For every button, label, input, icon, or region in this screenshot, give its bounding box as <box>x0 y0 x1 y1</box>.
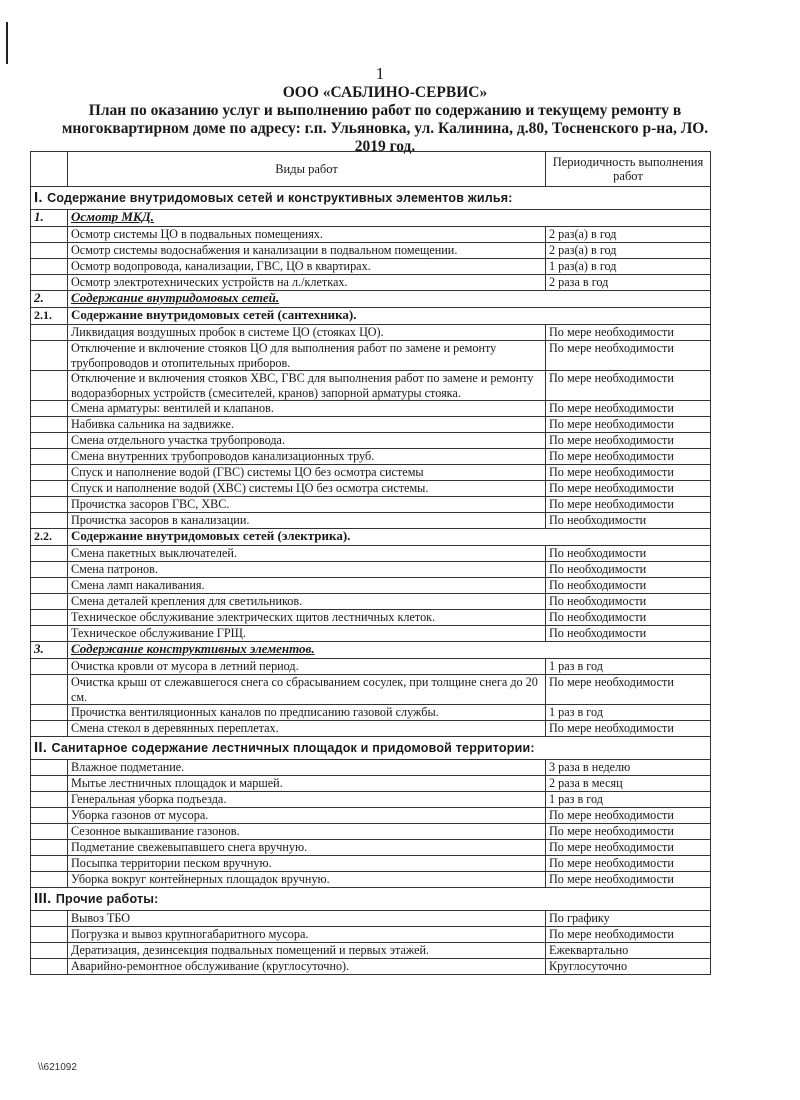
work-periodicity: По необходимости <box>546 594 711 610</box>
work-periodicity: По мере необходимости <box>546 341 711 371</box>
work-periodicity: По мере необходимости <box>546 675 711 705</box>
row-number <box>31 705 68 721</box>
row-number <box>31 546 68 562</box>
table-row <box>31 546 711 562</box>
work-periodicity: По графику <box>546 911 711 927</box>
table-row <box>31 465 711 481</box>
work-description: Осмотр электротехнических устройств на л./клетках. <box>68 275 546 291</box>
table-row <box>31 594 711 610</box>
work-description: Вывоз ТБО <box>68 911 546 927</box>
section-title: Санитарное содержание лестничных площадок и придомовой территории: <box>51 740 535 755</box>
work-periodicity: По мере необходимости <box>546 872 711 888</box>
row-number <box>31 371 68 401</box>
table-row <box>31 497 711 513</box>
row-number <box>31 497 68 513</box>
table-row <box>31 449 711 465</box>
table-row <box>31 705 711 721</box>
table-row <box>31 626 711 642</box>
work-description: Осмотр системы водоснабжения и канализации в подвальном помещении. <box>68 243 546 259</box>
section-number: III. <box>34 889 56 907</box>
work-periodicity: По мере необходимости <box>546 824 711 840</box>
row-number <box>31 275 68 291</box>
table-row <box>31 433 711 449</box>
section-number: II. <box>34 738 52 756</box>
work-description: Техническое обслуживание ГРЩ. <box>68 626 546 642</box>
table-row <box>31 872 711 888</box>
table-row <box>31 943 711 959</box>
table-header-row <box>31 152 711 187</box>
work-periodicity: По мере необходимости <box>546 449 711 465</box>
row-number <box>31 776 68 792</box>
document-code: \\621092 <box>38 1062 77 1073</box>
work-description: Прочистка засоров ГВС, ХВС. <box>68 497 546 513</box>
work-periodicity: 3 раза в неделю <box>546 760 711 776</box>
company-name: ООО «САБЛИНО-СЕРВИС» <box>282 84 488 101</box>
table-row <box>31 341 711 371</box>
table-row <box>31 675 711 705</box>
work-description: Смена деталей крепления для светильников. <box>68 594 546 610</box>
table-row <box>31 927 711 943</box>
table-row <box>31 959 711 975</box>
table-row <box>31 275 711 291</box>
work-periodicity: По мере необходимости <box>546 840 711 856</box>
table-row <box>31 562 711 578</box>
work-description: Прочистка засоров в канализации. <box>68 513 546 529</box>
table-row <box>31 371 711 401</box>
work-description: Уборка газонов от мусора. <box>68 808 546 824</box>
work-periodicity: По мере необходимости <box>546 721 711 737</box>
work-periodicity: По мере необходимости <box>546 856 711 872</box>
header-periodicity: Периодичность выполнения работ <box>546 152 711 187</box>
table-row <box>31 259 711 275</box>
work-periodicity: По необходимости <box>546 546 711 562</box>
table-row <box>31 824 711 840</box>
work-description: Прочистка вентиляционных каналов по предписанию газовой службы. <box>68 705 546 721</box>
row-number <box>31 610 68 626</box>
page-number: 1 <box>375 64 385 83</box>
work-periodicity: По мере необходимости <box>546 371 711 401</box>
document-title <box>40 84 730 156</box>
section-heading <box>31 888 711 911</box>
work-description: Спуск и наполнение водой (ХВС) системы ЦО без осмотра системы. <box>68 481 546 497</box>
work-description: Очистка кровли от мусора в летний период. <box>68 659 546 675</box>
work-description: Уборка вокруг контейнерных площадок вручную. <box>68 872 546 888</box>
row-number <box>31 465 68 481</box>
row-number <box>31 594 68 610</box>
work-description: Смена патронов. <box>68 562 546 578</box>
row-number <box>31 808 68 824</box>
section-title: Содержание внутридомовых сетей и конструктивных элементов жилья: <box>47 190 513 205</box>
work-description: Аварийно-ремонтное обслуживание (круглосуточно). <box>68 959 546 975</box>
section-title: Прочие работы: <box>55 891 159 906</box>
row-number <box>31 927 68 943</box>
row-number <box>31 417 68 433</box>
section-row <box>31 888 711 911</box>
table-row <box>31 840 711 856</box>
row-number <box>31 513 68 529</box>
work-description: Посыпка территории песком вручную. <box>68 856 546 872</box>
row-number <box>31 341 68 371</box>
row-number <box>31 259 68 275</box>
section-number: I. <box>34 188 48 206</box>
table-row <box>31 481 711 497</box>
work-description: Смена пакетных выключателей. <box>68 546 546 562</box>
work-periodicity: По мере необходимости <box>546 481 711 497</box>
row-number <box>31 433 68 449</box>
sub-row <box>31 529 711 546</box>
row-number <box>31 760 68 776</box>
plan-title-line-1: План по оказанию услуг и выполнению работ по содержанию и текущему ремонту в <box>88 102 682 119</box>
work-description: Смена отдельного участка трубопровода. <box>68 433 546 449</box>
plan-title-line-2: многоквартирном доме по адресу: г.п. Ульяновка, ул. Калинина, д.80, Тосненского р-на, ЛО. <box>61 120 709 137</box>
work-description: Осмотр водопровода, канализации, ГВС, ЦО в квартирах. <box>68 259 546 275</box>
section-heading <box>31 737 711 760</box>
subgroup-title: Содержание внутридомовых сетей (сантехника). <box>68 308 711 325</box>
row-number: 1. <box>31 210 68 227</box>
row-number: 2.1. <box>31 308 68 325</box>
row-number <box>31 243 68 259</box>
table-row <box>31 610 711 626</box>
work-description: Ликвидация воздушных пробок в системе ЦО (стояках ЦО). <box>68 325 546 341</box>
work-description: Сезонное выкашивание газонов. <box>68 824 546 840</box>
work-description: Мытье лестничных площадок и маршей. <box>68 776 546 792</box>
work-periodicity: Ежеквартально <box>546 943 711 959</box>
work-periodicity: 1 раз в год <box>546 792 711 808</box>
work-periodicity: По необходимости <box>546 513 711 529</box>
row-number <box>31 449 68 465</box>
work-description: Очистка крыш от слежавшегося снега со сбрасыванием сосулек, при толщине снега до 20 см. <box>68 675 546 705</box>
work-periodicity: Круглосуточно <box>546 959 711 975</box>
row-number <box>31 840 68 856</box>
work-periodicity: 2 раза в год <box>546 275 711 291</box>
work-periodicity: По мере необходимости <box>546 401 711 417</box>
section-row <box>31 187 711 210</box>
work-description: Набивка сальника на задвижке. <box>68 417 546 433</box>
table-row <box>31 659 711 675</box>
row-number <box>31 401 68 417</box>
work-description: Смена стекол в деревянных переплетах. <box>68 721 546 737</box>
row-number <box>31 659 68 675</box>
header-works: Виды работ <box>68 152 546 187</box>
work-description: Дератизация, дезинсекция подвальных помещений и первых этажей. <box>68 943 546 959</box>
row-number <box>31 959 68 975</box>
row-number <box>31 943 68 959</box>
table-row <box>31 760 711 776</box>
row-number: 2.2. <box>31 529 68 546</box>
work-periodicity: По мере необходимости <box>546 417 711 433</box>
group-row <box>31 210 711 227</box>
row-number <box>31 227 68 243</box>
row-number <box>31 792 68 808</box>
sub-row <box>31 308 711 325</box>
work-periodicity: По необходимости <box>546 610 711 626</box>
table-row <box>31 513 711 529</box>
row-number <box>31 911 68 927</box>
table-row <box>31 578 711 594</box>
work-periodicity: 2 раз(а) в год <box>546 227 711 243</box>
table-row <box>31 401 711 417</box>
table-row <box>31 856 711 872</box>
work-description: Генеральная уборка подъезда. <box>68 792 546 808</box>
table-row <box>31 325 711 341</box>
work-periodicity: 1 раз(а) в год <box>546 259 711 275</box>
work-description: Погрузка и вывоз крупногабаритного мусора. <box>68 927 546 943</box>
work-periodicity: По мере необходимости <box>546 465 711 481</box>
row-number <box>31 626 68 642</box>
work-description: Спуск и наполнение водой (ГВС) системы ЦО без осмотра системы <box>68 465 546 481</box>
work-description: Смена арматуры: вентилей и клапанов. <box>68 401 546 417</box>
group-title: Осмотр МКД. <box>68 210 711 227</box>
work-description: Отключение и включения стояков ХВС, ГВС для выполнения работ по замене и ремонту водоразборных устройств (смесителей, кранов) запорной арматуры стояка. <box>68 371 546 401</box>
plan-year: 2019 год. <box>354 138 416 155</box>
work-description: Смена ламп накаливания. <box>68 578 546 594</box>
row-number <box>31 675 68 705</box>
row-number <box>31 856 68 872</box>
group-title: Содержание внутридомовых сетей. <box>68 291 711 308</box>
row-number: 2. <box>31 291 68 308</box>
work-periodicity: По мере необходимости <box>546 325 711 341</box>
table-row <box>31 911 711 927</box>
work-description: Отключение и включение стояков ЦО для выполнения работ по замене и ремонту трубопроводов и отопительных приборов. <box>68 341 546 371</box>
work-description: Подметание свежевыпавшего снега вручную. <box>68 840 546 856</box>
work-periodicity: По мере необходимости <box>546 927 711 943</box>
row-number <box>31 481 68 497</box>
section-heading <box>31 187 711 210</box>
scan-margin-mark <box>6 22 8 64</box>
group-row <box>31 291 711 308</box>
work-periodicity: 1 раз в год <box>546 659 711 675</box>
table-row <box>31 721 711 737</box>
row-number: 3. <box>31 642 68 659</box>
table-row <box>31 792 711 808</box>
table-row <box>31 243 711 259</box>
row-number <box>31 824 68 840</box>
work-periodicity: 2 раз(а) в год <box>546 243 711 259</box>
table-row <box>31 417 711 433</box>
section-row <box>31 737 711 760</box>
row-number <box>31 562 68 578</box>
work-description: Влажное подметание. <box>68 760 546 776</box>
work-periodicity: 2 раза в месяц <box>546 776 711 792</box>
work-periodicity: По мере необходимости <box>546 497 711 513</box>
work-periodicity: По необходимости <box>546 562 711 578</box>
work-description: Смена внутренних трубопроводов канализационных труб. <box>68 449 546 465</box>
subgroup-title: Содержание внутридомовых сетей (электрика). <box>68 529 711 546</box>
row-number <box>31 721 68 737</box>
works-plan-table <box>30 151 711 975</box>
row-number <box>31 872 68 888</box>
work-periodicity: По необходимости <box>546 626 711 642</box>
table-row <box>31 227 711 243</box>
work-description: Осмотр системы ЦО в подвальных помещениях. <box>68 227 546 243</box>
work-periodicity: По мере необходимости <box>546 808 711 824</box>
table-row <box>31 808 711 824</box>
work-periodicity: 1 раз в год <box>546 705 711 721</box>
work-periodicity: По мере необходимости <box>546 433 711 449</box>
work-description: Техническое обслуживание электрических щитов лестничных клеток. <box>68 610 546 626</box>
work-periodicity: По необходимости <box>546 578 711 594</box>
row-number <box>31 325 68 341</box>
group-row <box>31 642 711 659</box>
row-number <box>31 578 68 594</box>
header-number-cell <box>31 152 68 187</box>
group-title: Содержание конструктивных элементов. <box>68 642 711 659</box>
table-row <box>31 776 711 792</box>
